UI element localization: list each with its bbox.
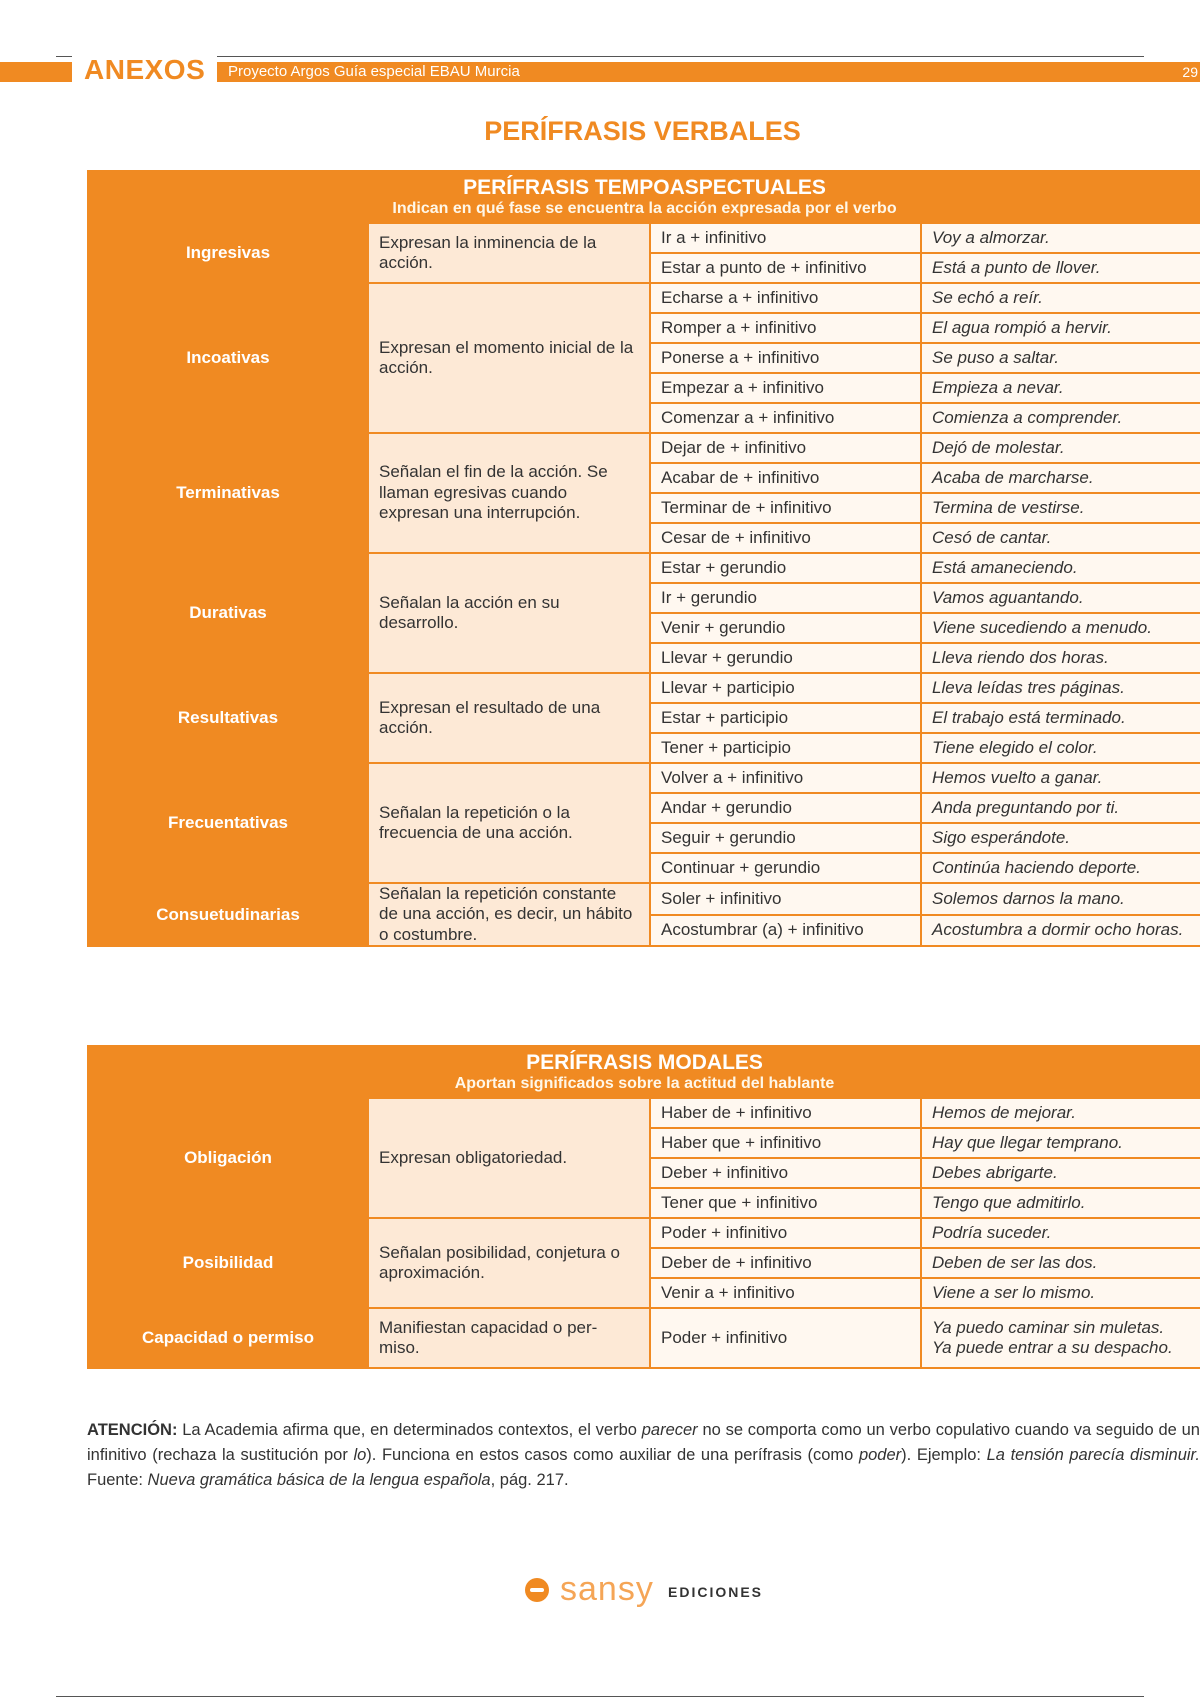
- form-cell: Haber de + infinitivo: [650, 1098, 921, 1128]
- tempoaspectuales-table: [87, 170, 1200, 947]
- form-cell: Andar + gerundio: [650, 793, 921, 823]
- example-text: Cesó de cantar.: [932, 528, 1052, 547]
- top-rule: [56, 56, 1144, 57]
- example-cell: [921, 223, 1200, 253]
- form-cell: Dejar de + infinitivo: [650, 433, 921, 463]
- atencion-label: ATENCIÓN:: [87, 1421, 178, 1439]
- example-text: Comienza a comprender.: [932, 408, 1123, 427]
- form-cell: Venir + gerundio: [650, 613, 921, 643]
- example-text: Deben de ser las dos.: [932, 1253, 1098, 1272]
- note-text: ). Ejemplo:: [901, 1446, 987, 1464]
- form-cell: Deber de + infinitivo: [650, 1248, 921, 1278]
- table-row: [88, 673, 1200, 703]
- example-text: Ya puedo caminar sin muletas.: [932, 1318, 1165, 1337]
- form-cell: Haber que + infinitivo: [650, 1128, 921, 1158]
- example-cell: [921, 283, 1200, 313]
- form-cell: Venir a + infinitivo: [650, 1278, 921, 1308]
- example-text: Acostumbra a dormir ocho horas.: [932, 920, 1184, 940]
- example-cell: [921, 643, 1200, 673]
- category-cell: Consuetudinarias: [88, 883, 368, 946]
- example-cell: [921, 523, 1200, 553]
- form-cell: Poder + infinitivo: [650, 1218, 921, 1248]
- example-text: Se puso a saltar.: [932, 348, 1059, 367]
- table-row: [88, 763, 1200, 793]
- description-cell: Expresan obligatoriedad.: [368, 1098, 650, 1218]
- note-source: Nueva gramática básica de la lengua española: [147, 1471, 491, 1489]
- example-cell: [921, 733, 1200, 763]
- example-text: Sigo esperándote.: [932, 828, 1070, 847]
- example-cell: [921, 1248, 1200, 1278]
- description-cell: Expresan el momento inicial de la acción.: [368, 283, 650, 433]
- example-cell: [921, 883, 1200, 915]
- example-cell: [921, 703, 1200, 733]
- form-cell: Cesar de + infinitivo: [650, 523, 921, 553]
- form-cell: Empezar a + infinitivo: [650, 373, 921, 403]
- table-banner: [88, 171, 1200, 223]
- form-cell: Estar + participio: [650, 703, 921, 733]
- example-cell: [921, 433, 1200, 463]
- note-text: Fuente:: [87, 1471, 148, 1489]
- table-row: [88, 223, 1200, 253]
- bottom-rule: [56, 1696, 1144, 1697]
- example-text: Voy a almorzar.: [932, 228, 1050, 247]
- example-cell: [921, 313, 1200, 343]
- category-cell: Resultativas: [88, 673, 368, 763]
- example-cell: [921, 915, 1200, 947]
- section-label: ANEXOS: [72, 55, 217, 85]
- form-cell: Echarse a + infinitivo: [650, 283, 921, 313]
- example-text: Está a punto de llover.: [932, 258, 1101, 277]
- example-cell: [921, 253, 1200, 283]
- description-cell: Señalan la repetición constante de una acción, es decir, un hábito o costumbre.: [368, 883, 650, 946]
- category-cell: Frecuentativas: [88, 763, 368, 883]
- table-title: PERÍFRASIS TEMPOASPECTUALES: [463, 176, 826, 199]
- form-cell: Terminar de + infinitivo: [650, 493, 921, 523]
- table-row: [88, 883, 1200, 915]
- form-cell: Romper a + infinitivo: [650, 313, 921, 343]
- modales-table: [87, 1045, 1200, 1369]
- page-title: PERÍFRASIS VERBALES: [484, 116, 801, 146]
- form-cell: Continuar + gerundio: [650, 853, 921, 883]
- example-cell: [921, 553, 1200, 583]
- description-cell: Expresan el resultado de una acción.: [368, 673, 650, 763]
- example-cell: [921, 673, 1200, 703]
- note-term: poder: [858, 1446, 902, 1464]
- logo-brand: sansy: [560, 1570, 654, 1608]
- example-text: El agua rompió a hervir.: [932, 318, 1112, 337]
- table-row: [88, 1308, 1200, 1368]
- logo-suffix: EDICIONES: [668, 1584, 764, 1600]
- category-cell: Terminativas: [88, 433, 368, 553]
- category-cell: Incoativas: [88, 283, 368, 433]
- category-cell: Ingresivas: [88, 223, 368, 283]
- table-subtitle: Aportan significados sobre la actitud del hablante: [454, 1075, 835, 1092]
- category-cell: Posibilidad: [88, 1218, 368, 1308]
- description-cell: Expresan la inminencia de la acción.: [368, 223, 650, 283]
- note-text: ). Funciona en estos casos como auxiliar de una perífrasis (como: [366, 1446, 859, 1464]
- example-cell: [921, 1128, 1200, 1158]
- form-cell: Tener + participio: [650, 733, 921, 763]
- form-cell: Soler + infinitivo: [650, 883, 921, 915]
- example-cell: [921, 1098, 1200, 1128]
- description-cell: Manifiestan capacidad o per- miso.: [368, 1308, 650, 1368]
- example-cell: [921, 793, 1200, 823]
- example-text: Dejó de molestar.: [932, 438, 1065, 457]
- example-text: Hemos vuelto a ganar.: [932, 768, 1103, 787]
- example-text: Termina de vestirse.: [932, 498, 1085, 517]
- example-cell: [921, 343, 1200, 373]
- category-cell: Obligación: [88, 1098, 368, 1218]
- atencion-note: [87, 1418, 1200, 1493]
- table-row: [88, 1098, 1200, 1128]
- form-cell: Llevar + participio: [650, 673, 921, 703]
- example-text: Viene a ser lo mismo.: [932, 1283, 1096, 1302]
- note-term: lo: [353, 1446, 367, 1464]
- table-row: [88, 283, 1200, 313]
- form-cell: Ponerse a + infinitivo: [650, 343, 921, 373]
- form-cell: Acabar de + infinitivo: [650, 463, 921, 493]
- form-cell: Estar a punto de + infinitivo: [650, 253, 921, 283]
- example-cell: [921, 463, 1200, 493]
- example-cell: [921, 1218, 1200, 1248]
- example-text: Vamos aguantando.: [932, 588, 1084, 607]
- table-title: PERÍFRASIS MODALES: [526, 1051, 763, 1074]
- example-text: Viene sucediendo a menudo.: [932, 618, 1152, 637]
- example-text: Lleva leídas tres páginas.: [932, 678, 1125, 697]
- example-text: Continúa haciendo deporte.: [932, 858, 1141, 877]
- example-text: Podría suceder.: [932, 1223, 1052, 1242]
- example-text: Solemos darnos la mano.: [932, 888, 1125, 908]
- example-text: Tengo que admitirlo.: [932, 1193, 1086, 1212]
- form-cell: Poder + infinitivo: [650, 1308, 921, 1368]
- example-cell: [921, 583, 1200, 613]
- form-cell: Deber + infinitivo: [650, 1158, 921, 1188]
- example-text: El trabajo está terminado.: [932, 708, 1126, 727]
- form-cell: Volver a + infinitivo: [650, 763, 921, 793]
- example-text: Acaba de marcharse.: [932, 468, 1094, 487]
- form-cell: Ir a + infinitivo: [650, 223, 921, 253]
- note-term: parecer: [641, 1421, 698, 1439]
- header-subtitle: Proyecto Argos Guía especial EBAU Murcia: [228, 63, 520, 80]
- page-number: 29: [1182, 64, 1198, 80]
- example-cell: [921, 493, 1200, 523]
- example-cell: [921, 613, 1200, 643]
- example-cell: [921, 373, 1200, 403]
- note-example: La tensión parecía disminuir.: [986, 1446, 1200, 1464]
- example-text: Debes abrigarte.: [932, 1163, 1058, 1182]
- example-text: Está amaneciendo.: [932, 558, 1078, 577]
- description-cell: Señalan el fin de la acción. Se llaman egresivas cuando expresan una interrupción.: [368, 433, 650, 553]
- example-text: Tiene elegido el color.: [932, 738, 1098, 757]
- table-row: [88, 433, 1200, 463]
- form-cell: Tener que + infinitivo: [650, 1188, 921, 1218]
- note-text: , pág. 217.: [490, 1471, 569, 1489]
- form-cell: Ir + gerundio: [650, 583, 921, 613]
- note-text: no se comporta como un verbo copulativo cuando va seguido de un infinitivo (rechaza la sustitución por: [87, 1421, 1200, 1464]
- example-cell: [921, 1188, 1200, 1218]
- example-cell: [921, 403, 1200, 433]
- example-text: Hay que llegar temprano.: [932, 1133, 1123, 1152]
- example-text: Ya puede entrar a su despacho.: [932, 1338, 1173, 1357]
- example-cell: [921, 763, 1200, 793]
- form-cell: Acostumbrar (a) + infinitivo: [650, 915, 921, 947]
- note-text: La Academia afirma que, en determinados contextos, el verbo: [177, 1421, 642, 1439]
- example-text: Lleva riendo dos horas.: [932, 648, 1109, 667]
- category-cell: Durativas: [88, 553, 368, 673]
- table-row: [88, 1218, 1200, 1248]
- example-text: Empieza a nevar.: [932, 378, 1064, 397]
- example-cell: [921, 1308, 1200, 1368]
- example-cell: [921, 853, 1200, 883]
- category-cell: Capacidad o permiso: [88, 1308, 368, 1368]
- form-cell: Comenzar a + infinitivo: [650, 403, 921, 433]
- table-subtitle: Indican en qué fase se encuentra la acción expresada por el verbo: [392, 200, 897, 217]
- form-cell: Llevar + gerundio: [650, 643, 921, 673]
- description-cell: Señalan la acción en su desarrollo.: [368, 553, 650, 673]
- form-cell: Seguir + gerundio: [650, 823, 921, 853]
- example-text: Hemos de mejorar.: [932, 1103, 1076, 1122]
- form-cell: Estar + gerundio: [650, 553, 921, 583]
- example-text: Se echó a reír.: [932, 288, 1043, 307]
- example-cell: [921, 1278, 1200, 1308]
- example-cell: [921, 823, 1200, 853]
- table-banner: [88, 1046, 1200, 1098]
- logo-icon: [525, 1578, 549, 1602]
- example-cell: [921, 1158, 1200, 1188]
- example-text: Anda preguntando por ti.: [932, 798, 1120, 817]
- table-row: [88, 553, 1200, 583]
- description-cell: Señalan posibilidad, conjetura o aproximación.: [368, 1218, 650, 1308]
- description-cell: Señalan la repetición o la frecuencia de una acción.: [368, 763, 650, 883]
- publisher-logo: [0, 1570, 1200, 1610]
